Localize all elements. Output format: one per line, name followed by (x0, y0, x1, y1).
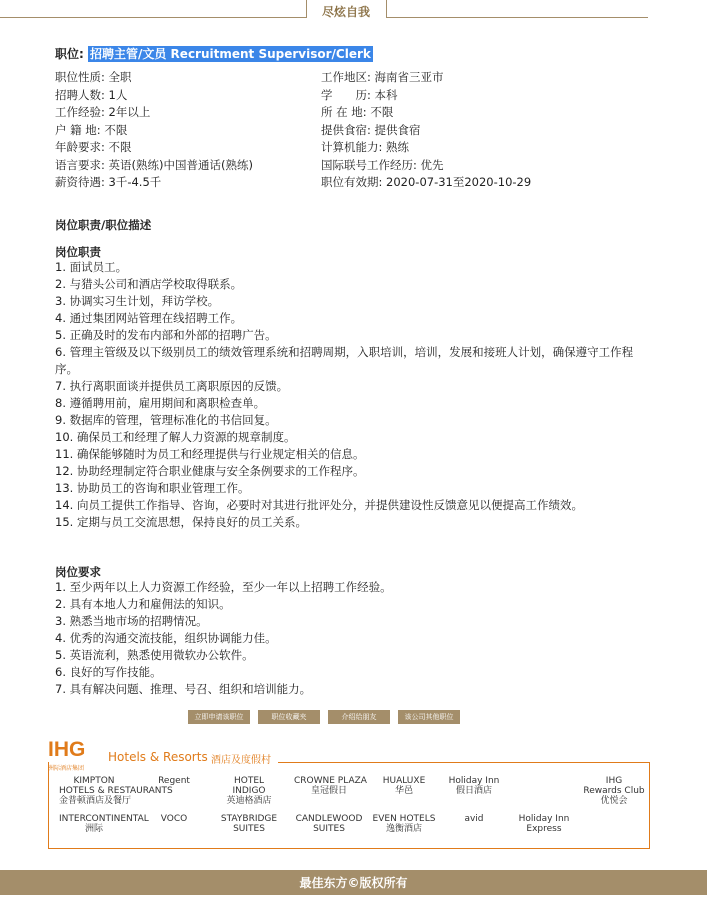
job-title: 职位: 招聘主管/文员 Recruitment Supervisor/Clerk (55, 47, 371, 61)
info-cell: 户 籍 地: 不限 (55, 122, 128, 137)
info-cell: 工作地区: 海南省三亚市 (321, 70, 444, 84)
favorite-button[interactable]: 职位收藏夹 (258, 710, 320, 724)
duty-item: 11. 确保能够随时为员工和经理提供与行业规定相关的信息。 (55, 447, 365, 461)
ihg-subtitle: 洲际酒店集团 (48, 765, 85, 772)
brand-logo: Holiday Inn 假日酒店 (448, 776, 500, 796)
requirements-list (55, 579, 655, 698)
brand-logo: IHG Rewards Club 优悦会 (583, 776, 645, 806)
info-cell: 所 在 地: 不限 (321, 105, 394, 119)
info-row (55, 174, 655, 192)
info-row (55, 157, 655, 175)
brand-logo: EVEN HOTELS 逸衡酒店 (372, 814, 436, 834)
duty-item: 15. 定期与员工交流思想，保持良好的员工关系。 (55, 515, 307, 529)
brand-logo: STAYBRIDGE SUITES (220, 814, 278, 834)
divider (386, 17, 648, 18)
duty-item: 7. 执行离职面谈并提供员工离职原因的反馈。 (55, 379, 289, 393)
requirement-item: 1. 至少两年以上人力资源工作经验，至少一年以上招聘工作经验。 (55, 580, 392, 594)
requirement-item: 2. 具有本地人力和雇佣法的知识。 (55, 597, 231, 611)
info-cell: 语言要求: 英语(熟练)中国普通话(熟练) (55, 157, 253, 172)
duty-item: 13. 协助员工的咨询和职业管理工作。 (55, 481, 250, 495)
requirement-item: 3. 熟悉当地市场的招聘情况。 (55, 614, 208, 628)
info-cell: 年龄要求: 不限 (55, 140, 132, 154)
brand-logo: CROWNE PLAZA 皇冠假日 (294, 776, 367, 796)
info-cell: 薪资待遇: 3千-4.5千 (55, 175, 162, 189)
brand-logo: Regent (158, 776, 190, 786)
duty-item: 1. 面试员工。 (55, 260, 128, 274)
other-jobs-button[interactable]: 该公司其他职位 (398, 710, 460, 724)
apply-button[interactable]: 立即申请该职位 (188, 710, 250, 724)
divider (386, 0, 387, 18)
desc-title: 岗位职责/职位描述 (55, 218, 152, 232)
job-info-grid (55, 69, 655, 192)
requirement-item: 5. 英语流利，熟悉使用微软办公软件。 (55, 648, 254, 662)
section-header (0, 0, 707, 22)
section-title: 尽炫自我 (322, 5, 371, 19)
info-cell: 招聘人数: 1人 (55, 87, 128, 102)
info-cell: 学 历: 本科 (321, 87, 398, 102)
footer: 最佳东方©版权所有 (0, 870, 707, 895)
duty-item: 3. 协调实习生计划，拜访学校。 (55, 294, 220, 308)
brand-logos-box (48, 762, 650, 849)
info-row (55, 122, 655, 140)
brand-logo: KIMPTON HOTELS & RESTAURANTS 金普顿酒店及餐厅 (59, 776, 173, 806)
info-row (55, 139, 655, 157)
info-cell: 提供食宿: 提供食宿 (321, 122, 421, 137)
hotels-resorts-cn: 酒店及度假村 (211, 755, 271, 766)
brand-logo: CANDLEWOOD SUITES (295, 814, 363, 834)
duty-item: 4. 通过集团网站管理在线招聘工作。 (55, 311, 243, 325)
duty-item: 6. 管理主管级及以下级别员工的绩效管理系统和招聘周期，入职培训，培训，发展和接班人计划，确保遵守工作程序。 (55, 345, 634, 376)
hotels-resorts-label: Hotels & Resorts (108, 750, 208, 764)
info-row (55, 104, 655, 122)
info-cell: 计算机能力: 熟练 (321, 140, 410, 154)
requirement-item: 4. 优秀的沟通交流技能，组织协调能力佳。 (55, 631, 277, 645)
info-cell: 职位有效期: 2020-07-31至2020-10-29 (321, 175, 532, 189)
requirement-item: 7. 具有解决问题、推理、号召、组织和培训能力。 (55, 682, 312, 696)
info-row (55, 69, 655, 87)
brand-logo: avid (464, 814, 484, 824)
brand-logo: HUALUXE 华邑 (382, 776, 426, 796)
duty-item: 8. 遵循聘用前，雇用期间和离职检查单。 (55, 396, 266, 410)
info-cell: 国际联号工作经历: 优先 (321, 157, 444, 172)
duty-item: 2. 与猎头公司和酒店学校取得联系。 (55, 277, 243, 291)
duties-list (55, 259, 655, 531)
divider (0, 17, 306, 18)
brand-logo: INTERCONTINENTAL 洲际 (59, 814, 149, 834)
brand-logo: HOTEL INDIGO 英迪格酒店 (226, 776, 272, 806)
requirements-title: 岗位要求 (55, 565, 101, 579)
duty-item: 5. 正确及时的发布内部和外部的招聘广告。 (55, 328, 277, 342)
ihg-logo: IHG (48, 738, 86, 761)
duties-title: 岗位职责 (55, 245, 101, 259)
share-button[interactable]: 介绍给朋友 (328, 710, 390, 724)
divider (306, 0, 307, 18)
brand-logo: Holiday Inn Express (518, 814, 570, 834)
duty-item: 14. 向员工提供工作指导、咨询，必要时对其进行批评处分，并提供建设性反馈意见以便提高工作绩效。 (55, 498, 583, 512)
ihg-brand-banner (48, 738, 650, 851)
duty-item: 10. 确保员工和经理了解人力资源的规章制度。 (55, 430, 296, 444)
job-title-value[interactable]: 招聘主管/文员 Recruitment Supervisor/Clerk (90, 47, 371, 61)
requirement-item: 6. 良好的写作技能。 (55, 665, 162, 679)
brand-logo: VOCO (160, 814, 188, 824)
duty-item: 9. 数据库的管理，管理标准化的书信回复。 (55, 413, 277, 427)
info-cell: 职位性质: 全职 (55, 70, 132, 84)
duty-item: 12. 协助经理制定符合职业健康与安全条例要求的工作程序。 (55, 464, 365, 478)
info-row (55, 87, 655, 105)
info-cell: 工作经验: 2年以上 (55, 105, 151, 119)
